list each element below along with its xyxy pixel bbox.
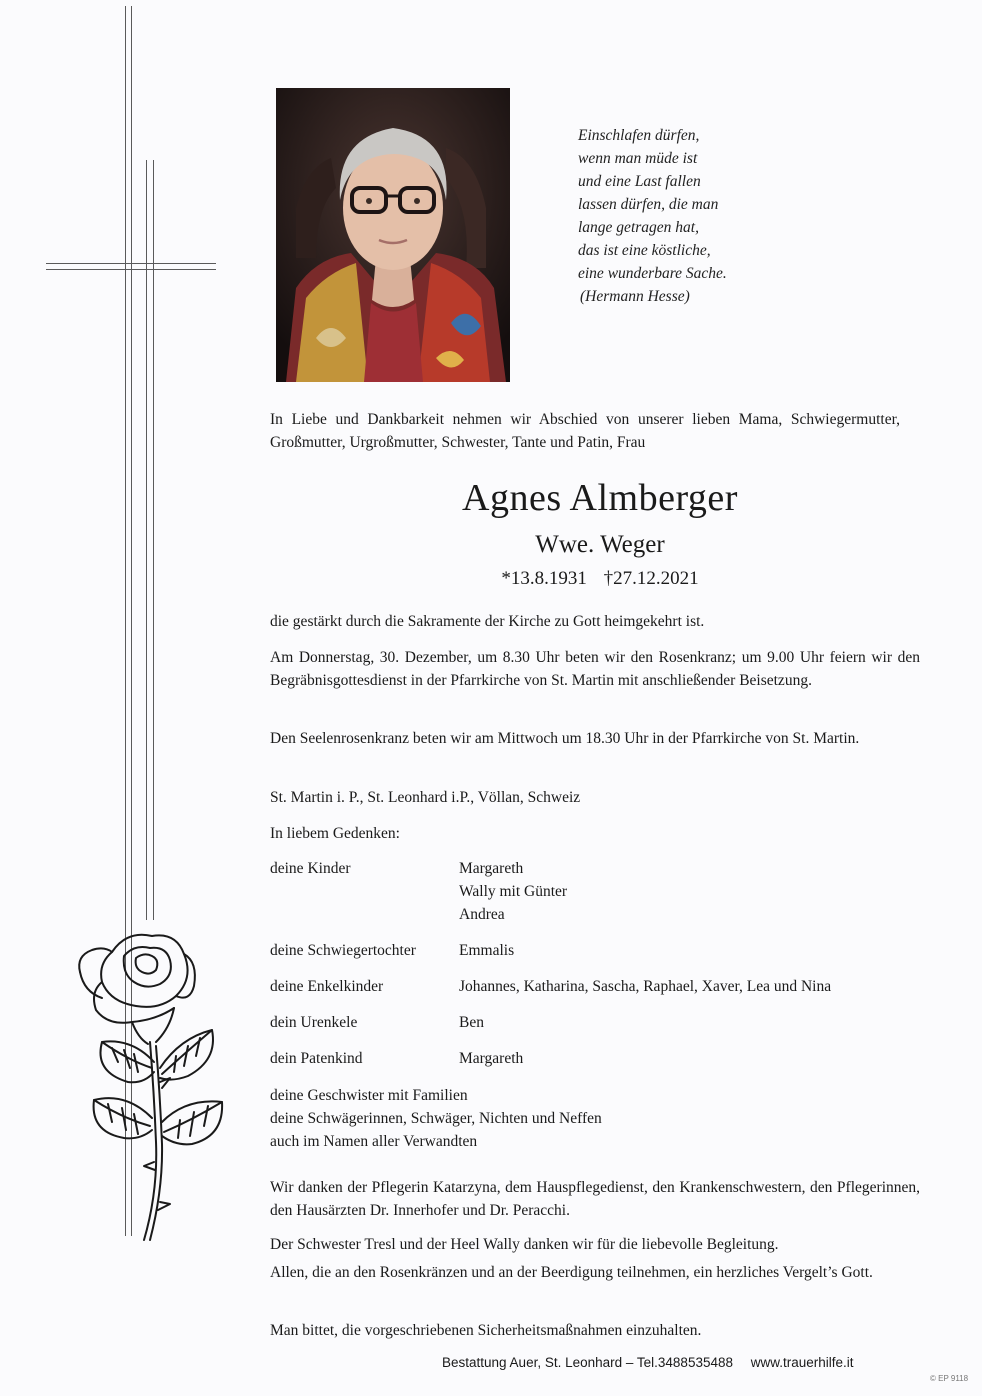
- thanks-sister: Der Schwester Tresl und der Heel Wally danken wir für die liebevolle Begleitung.: [270, 1236, 779, 1253]
- poem-line: und eine Last fallen: [578, 173, 701, 190]
- relative-label: deine Kinder: [270, 860, 351, 877]
- poem-line: wenn man müde ist: [578, 150, 698, 167]
- thanks-caregivers: Wir danken der Pflegerin Katarzyna, dem Hauspflegedienst, den Krankenschwestern, den Pflegerinnen, den Hausärzten Dr. Innerhofer und Dr. Peracchi.: [270, 1179, 920, 1219]
- family-line: deine Geschwister mit Familien: [270, 1087, 468, 1104]
- relative-value: Wally mit Günter: [459, 883, 568, 900]
- relative-value: Emmalis: [459, 942, 515, 959]
- poem-author: (Hermann Hesse): [580, 288, 690, 305]
- rose-icon: [72, 922, 242, 1242]
- relative-label: dein Urenkele: [270, 1014, 358, 1031]
- death-date: †27.12.2021: [603, 568, 699, 589]
- poem-line: Einschlafen dürfen,: [578, 127, 700, 144]
- life-dates: [270, 566, 930, 592]
- poem-line: das ist eine köstliche,: [578, 242, 711, 259]
- thanks-all: Allen, die an den Rosenkränzen und an der Beerdigung teilnehmen, ein herzliches Vergelt’s Gott.: [270, 1264, 873, 1281]
- rosary-text: Den Seelenrosenkranz beten wir am Mittwoch um 18.30 Uhr in der Pfarrkirche von St. Martin.: [270, 730, 860, 747]
- poem: [578, 124, 798, 308]
- family-line: auch im Namen aller Verwandten: [270, 1133, 478, 1150]
- service-text: Am Donnerstag, 30. Dezember, um 8.30 Uhr beten wir den Rosenkranz; um 9.00 Uhr feiern wir den Begräbnisgottesdienst in der Pfarrkirche von St. Martin mit anschließender Beisetzung.: [270, 649, 920, 689]
- relative-value: Andrea: [459, 906, 505, 923]
- footer: [442, 1354, 882, 1372]
- funeral-home-address: Bestattung Auer, St. Leonhard – Tel.3488535488: [442, 1355, 733, 1370]
- poem-line: eine wunderbare Sache.: [578, 265, 727, 282]
- relative-label: deine Enkelkinder: [270, 978, 384, 995]
- family-line: deine Schwägerinnen, Schwäger, Nichten und Neffen: [270, 1110, 602, 1127]
- website-link[interactable]: www.trauerhilfe.it: [750, 1355, 854, 1370]
- document-code: © EP 9118: [930, 1374, 969, 1383]
- relative-value: Margareth: [459, 1050, 524, 1067]
- family-lines: [270, 1084, 920, 1153]
- widow-name: Wwe. Weger: [535, 531, 665, 558]
- relative-value: Margareth: [459, 860, 524, 877]
- relative-value: Johannes, Katharina, Sascha, Raphael, Xaver, Lea und Nina: [459, 978, 832, 995]
- relative-label: dein Patenkind: [270, 1050, 363, 1067]
- birth-date: *13.8.1931: [501, 568, 587, 589]
- memory-text: In liebem Gedenken:: [270, 825, 400, 842]
- sacraments-text: die gestärkt durch die Sakramente der Kirche zu Gott heimgekehrt ist.: [270, 613, 705, 630]
- poem-line: lange getragen hat,: [578, 219, 699, 236]
- relative-label: deine Schwiegertochter: [270, 942, 416, 959]
- portrait-photo: [276, 88, 510, 382]
- intro-text: In Liebe und Dankbarkeit nehmen wir Abschied von unserer lieben Mama, Schwiegermutter, Großmutter, Urgroßmutter, Schwester, Tante und Patin, Frau: [270, 411, 900, 451]
- relative-value: Ben: [459, 1014, 484, 1031]
- poem-line: lassen dürfen, die man: [578, 196, 719, 213]
- safety-notice: Man bittet, die vorgeschriebenen Sicherheitsmaßnahmen einzuhalten.: [270, 1322, 702, 1339]
- places-text: St. Martin i. P., St. Leonhard i.P., Völlan, Schweiz: [270, 789, 581, 806]
- deceased-name: Agnes Almberger: [462, 477, 738, 519]
